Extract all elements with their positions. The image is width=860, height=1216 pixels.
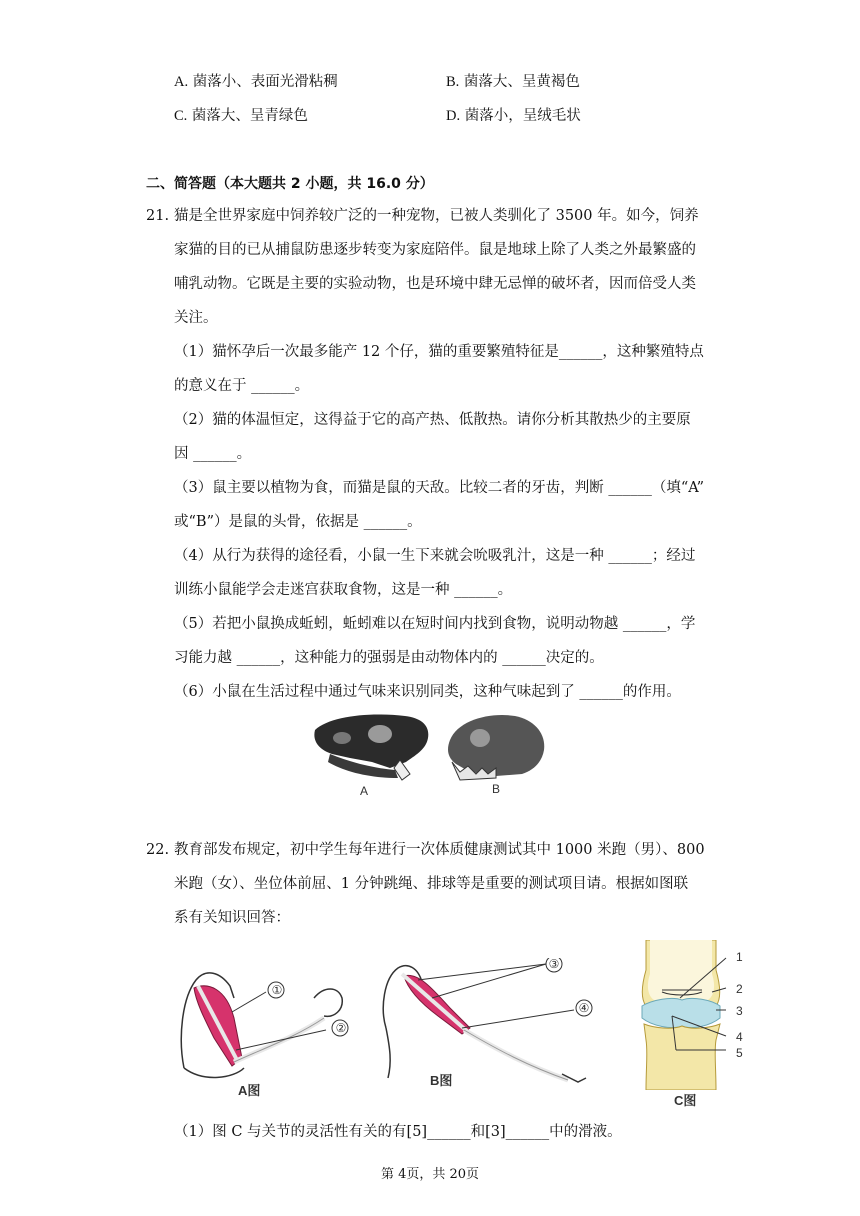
question-number-21: 21. bbox=[146, 208, 170, 224]
skull-b-image bbox=[448, 715, 544, 780]
q21-sub3: （3）鼠主要以植物为食，而猫是鼠的天敌。比较二者的牙齿，判断 ______（填“A” bbox=[174, 480, 704, 496]
q21-sub1-cont: 的意义在于 ______。 bbox=[174, 378, 310, 394]
q21-sub4: （4）从行为获得的途径看，小鼠一生下来就会吮吸乳汁，这是一种 ______；经过 bbox=[174, 548, 696, 564]
q21-sub3-cont: 或“B”）是鼠的头骨，依据是 ______。 bbox=[174, 514, 422, 530]
mark-c5: 5 bbox=[736, 1046, 743, 1060]
q21-sub6: （6）小鼠在生活过程中通过气味来识别同类，这种气味起到了 ______的作用。 bbox=[174, 684, 681, 700]
mark-3: ③ bbox=[548, 957, 560, 971]
figure-label-b: B bbox=[492, 782, 501, 796]
q22-line: 系有关知识回答： bbox=[174, 910, 290, 926]
skull-figure bbox=[310, 710, 550, 800]
skull-a-image bbox=[314, 715, 428, 780]
mark-4: ④ bbox=[578, 1001, 590, 1015]
mark-c4: 4 bbox=[736, 1030, 743, 1044]
mark-c2: 2 bbox=[736, 982, 743, 996]
q21-line: 猫是全世界家庭中饲养较广泛的一种宠物，已被人类驯化了 3500 年。如今，饲养 bbox=[174, 208, 699, 224]
mark-c1: 1 bbox=[736, 950, 743, 964]
q22-sub1: （1）图 C 与关节的灵活性有关的有[5]______和[3]______中的滑液。 bbox=[174, 1124, 622, 1140]
figure-label-a: A bbox=[360, 784, 369, 798]
q21-sub2: （2）猫的体温恒定，这得益于它的高产热、低散热。请你分析其散热少的主要原 bbox=[174, 412, 691, 428]
option-a: A. 菌落小、表面光滑粘稠 bbox=[174, 74, 338, 90]
section-title: 二、简答题（本大题共 2 小题，共 16.0 分） bbox=[146, 176, 434, 192]
mark-1: ① bbox=[271, 983, 283, 997]
q21-sub4-cont: 训练小鼠能学会走迷宫获取食物，这是一种 ______。 bbox=[174, 582, 513, 598]
q22-line: 教育部发布规定，初中学生每年进行一次体质健康测试其中 1000 米跑（男）、800 bbox=[174, 842, 705, 858]
q21-sub5: （5）若把小鼠换成蚯蚓，蚯蚓难以在短时间内找到食物，说明动物越 ______，学 bbox=[174, 616, 696, 632]
joint-figure bbox=[632, 940, 732, 1090]
option-c: C. 菌落大、呈青绿色 bbox=[174, 108, 308, 124]
page-footer: 第 4页，共 20页 bbox=[380, 1167, 480, 1182]
figure-caption-a: A图 bbox=[238, 1083, 261, 1098]
figure-caption-c: C图 bbox=[674, 1093, 697, 1108]
arm-extended-figure bbox=[378, 958, 608, 1088]
mark-c3: 3 bbox=[736, 1004, 743, 1018]
q22-line: 米跑（女）、坐位体前屈、1 分钟跳绳、排球等是重要的测试项目请。根据如图联 bbox=[174, 876, 689, 892]
option-d: D. 菌落小，呈绒毛状 bbox=[446, 108, 581, 124]
mark-2: ② bbox=[335, 1021, 347, 1035]
option-b: B. 菌落大、呈黄褐色 bbox=[446, 74, 580, 90]
figure-caption-b: B图 bbox=[430, 1073, 453, 1088]
q21-sub1: （1）猫怀孕后一次最多能产 12 个仔，猫的重要繁殖特征是______，这种繁殖特点 bbox=[174, 344, 704, 360]
q21-line: 哺乳动物。它既是主要的实验动物，也是环境中肆无忌惮的破坏者，因而倍受人类 bbox=[174, 276, 696, 292]
question-number-22: 22. bbox=[146, 842, 170, 858]
q21-sub2-cont: 因 ______。 bbox=[174, 446, 252, 462]
q21-line: 关注。 bbox=[174, 310, 218, 326]
q21-line: 家猫的目的已从捕鼠防患逐步转变为家庭陪伴。鼠是地球上除了人类之外最繁盛的 bbox=[174, 242, 696, 258]
q21-sub5-cont: 习能力越 ______，这种能力的强弱是由动物体内的 ______决定的。 bbox=[174, 650, 604, 666]
